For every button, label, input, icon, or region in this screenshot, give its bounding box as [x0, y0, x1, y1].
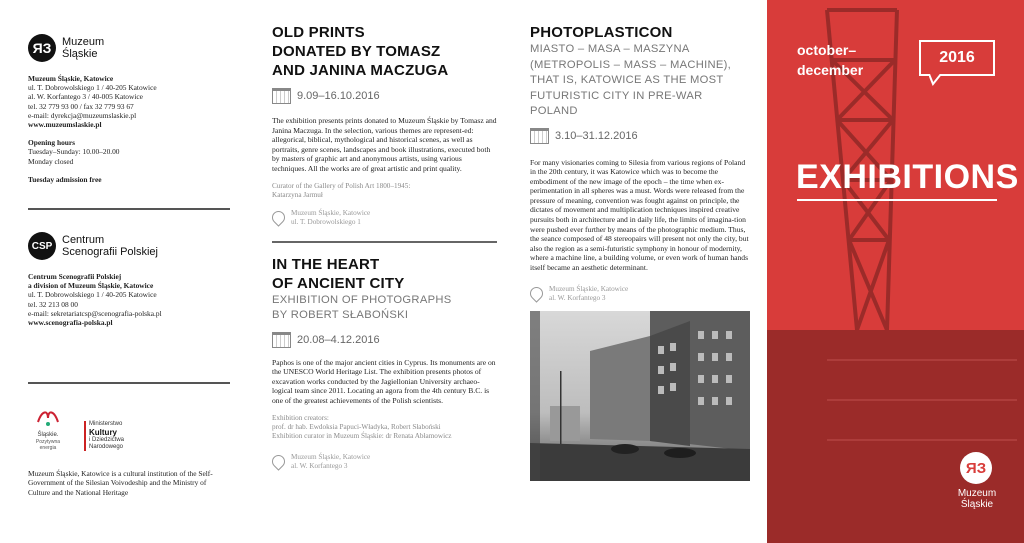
- location-line-2: al. W. Korfantego 3: [549, 293, 606, 302]
- cover-logo-line-1: Muzeum: [957, 488, 997, 499]
- exhibition-description: Paphos is one of the major ancient cities in Cyprus. Its monuments are on the UNESCO World Heritage List. The exhibition presents photos of excavation works conducted by the Jagiellonian University archaeo-logical team since 2011. Locating an agora from the 4th century B.C. is one of the greatest achievements of the Polish scientists.: [272, 357, 496, 405]
- exhibition-title: IN THE HEART: [272, 255, 380, 273]
- historic-photo: [530, 311, 750, 481]
- ministry-line-3: i Dziedzictwa: [89, 437, 125, 444]
- location-line-2: ul. T. Dobrowolskiego 1: [291, 217, 361, 226]
- info-column: [28, 0, 230, 497]
- exhibitions-column-2: [530, 0, 752, 303]
- museum-address-1: ul. T. Dobrowolskiego 1 / 40-205 Katowice: [28, 83, 157, 93]
- exhibition-subtitle: THAT IS, KATOWICE AS THE MOST: [530, 74, 724, 86]
- exhibition-heart-of-ancient-city: [272, 255, 497, 471]
- exhibition-title: DONATED BY TOMASZ: [272, 43, 441, 60]
- katowice-street-photo: [530, 311, 750, 481]
- csp-logo: [28, 232, 230, 260]
- exhibition-subtitle: BY ROBERT SŁABOŃSKI: [272, 309, 409, 322]
- opening-hours-title: Opening hours: [28, 138, 76, 148]
- creators-names: prof. dr hab. Ewdoksia Papuci-Władyka, Robert Słaboński: [272, 422, 441, 431]
- slaskie-logo: [28, 408, 68, 451]
- exhibition-location: [530, 285, 752, 303]
- curator-name: Katarzyna Jarmuł: [272, 190, 323, 199]
- exhibition-photoplasticon: [530, 23, 752, 303]
- exhibition-date: 20.08–4.12.2016: [297, 333, 380, 346]
- exhibitions-column-1: [272, 0, 497, 471]
- exhibition-title: OF ANCIENT CITY: [272, 274, 405, 292]
- ministry-logo: [84, 421, 124, 451]
- museum-email[interactable]: e-mail: dyrekcja@muzeumslaskie.pl: [28, 110, 137, 120]
- speech-tail-icon: [929, 74, 943, 86]
- season-line-1: october–: [797, 42, 857, 58]
- slaskie-logo-icon: [36, 408, 60, 428]
- museum-address-2: al. W. Korfantego 3 / 40-005 Katowice: [28, 92, 143, 102]
- year: 2016: [939, 49, 975, 66]
- season: [797, 40, 863, 80]
- exhibition-subtitle: EXHIBITION OF PHOTOGRAPHS: [272, 293, 452, 306]
- csp-contact: [28, 272, 230, 327]
- exhibition-old-prints: [272, 23, 497, 227]
- cover-title: EXHIBITIONS: [796, 158, 1019, 196]
- csp-logo-icon: CSP: [28, 232, 56, 260]
- csp-website[interactable]: www.scenografia-polska.pl: [28, 318, 113, 328]
- calendar-icon: [272, 88, 291, 104]
- location-pin-icon: [269, 452, 287, 470]
- exhibition-date: 9.09–16.10.2016: [297, 90, 380, 102]
- season-line-2: december: [797, 62, 864, 78]
- museum-logo-icon: ЯЗ: [960, 452, 992, 484]
- cover-panel: [767, 0, 1024, 543]
- exhibition-date: 3.10–31.12.2016: [555, 129, 638, 142]
- csp-address: ul. T. Dobrowolskiego 1 / 40-205 Katowice: [28, 290, 157, 300]
- exhibition-description: For many visionaries coming to Silesia from various regions of Poland in the 20th century, it was Katowice which was to become the embodiment of the new image of the epoch – the time when ex-perimentation in all spheres was a must. Words were released from the pressure of meaning, convention was fought against on principle, the dictates of movement and multiplication techniques inspired creative pursuits both in architecture and in daily life, the limits of imagina-tion were pushed ever further by means of the photographic medium. Thus, the seance composed of 48 stereopairs will present not only the city, but also the region as a semi-futuristic symphony in honour of modernity, where a machine line, a building volume, or even work of human hands itself became an aesthetic determinant.: [530, 157, 749, 273]
- csp-logo-line2: Scenografii Polskiej: [62, 246, 158, 259]
- slaskie-logo-text-2: Pozytywna energia: [35, 439, 61, 452]
- slaskie-logo-text-1: Śląskie.: [37, 432, 59, 439]
- title-underline: [797, 199, 997, 201]
- exhibition-title: OLD PRINTS: [272, 24, 365, 41]
- csp-name: Centrum Scenografii Polskiej: [28, 272, 122, 282]
- csp-email[interactable]: e-mail: sekretariatcsp@scenografia-polska.pl: [28, 308, 162, 318]
- sponsor-logos: [28, 408, 230, 451]
- exhibition-description: The exhibition presents prints donated to Muzeum Śląskie by Tomasz and Janina Maczuga. In the selection, various themes are represent-ed: allegorical, biblical, mythological and historical scenes, as well as portraits, genre scenes, landscapes and book illustrations, executed both by masters of graphic art and anonymous artists, using various techniques. All the works are of great artistic and print quality.: [272, 116, 497, 173]
- exhibition-subtitle: (METROPOLIS – MASS – MACHINE),: [530, 58, 732, 71]
- location-line-1: Muzeum Śląskie, Katowice: [291, 208, 371, 217]
- free-admission: Tuesday admission free: [28, 174, 102, 184]
- divider: [28, 382, 230, 384]
- cover-logo-line-2: Śląskie: [960, 499, 994, 510]
- museum-phone: tel. 32 779 93 00 / fax 32 779 93 67: [28, 101, 134, 111]
- csp-logo-line1: Centrum: [62, 234, 105, 247]
- creators-label: Exhibition creators:: [272, 413, 329, 422]
- exhibition-subtitle: FUTURISTIC CITY IN PRE-WAR POLAND: [530, 89, 703, 117]
- location-line-1: Muzeum Śląskie, Katowice: [549, 284, 629, 293]
- museum-name: Muzeum Śląskie, Katowice: [28, 74, 114, 83]
- opening-hours-2: Monday closed: [28, 156, 74, 166]
- opening-hours-1: Tuesday–Sunday: 10.00–20.00: [28, 147, 120, 157]
- exhibition-subtitle: MIASTO – MASA – MASZYNA: [530, 43, 690, 55]
- museum-logo-line1: Muzeum: [62, 36, 105, 48]
- museum-contact: [28, 74, 230, 129]
- footer-note: Muzeum Śląskie, Katowice is a cultural institution of the Self-Government of the Silesian Voivodeship and the Ministry of Culture and the National Heritage: [28, 469, 213, 497]
- museum-logo-icon: ЯЗ: [28, 34, 56, 62]
- curator-label: Curator of the Gallery of Polish Art 1800–1945:: [272, 181, 411, 190]
- divider: [272, 241, 497, 243]
- exhibition-location: [272, 209, 497, 227]
- exhibition-title: PHOTOPLASTICON: [530, 24, 673, 41]
- ministry-line-2: Kultury: [89, 428, 117, 438]
- year-badge: [919, 40, 995, 76]
- location-line-1: Muzeum Śląskie, Katowice: [291, 452, 371, 461]
- csp-phone: tel. 32 213 08 00: [28, 299, 78, 309]
- ministry-line-4: Narodowego: [89, 444, 124, 451]
- calendar-icon: [530, 128, 549, 144]
- calendar-icon: [272, 332, 291, 348]
- museum-website[interactable]: www.muzeumslaskie.pl: [28, 120, 102, 130]
- divider: [28, 208, 230, 210]
- csp-division: a division of Muzeum Śląskie, Katowice: [28, 281, 154, 291]
- exhibition-location: [272, 453, 497, 471]
- location-pin-icon: [527, 284, 545, 302]
- cover-logo-text: [949, 488, 1005, 510]
- location-pin-icon: [269, 208, 287, 226]
- ministry-line-1: Ministerstwo: [89, 421, 123, 428]
- exhibition-title: AND JANINA MACZUGA: [272, 62, 449, 79]
- location-line-2: al. W. Korfantego 3: [291, 461, 348, 470]
- museum-logo: [28, 34, 230, 62]
- curator-name: Exhibition curator in Muzeum Śląskie: dr Renata Abłamowicz: [272, 431, 452, 440]
- museum-logo-line2: Śląskie: [62, 48, 98, 60]
- opening-hours: [28, 138, 230, 166]
